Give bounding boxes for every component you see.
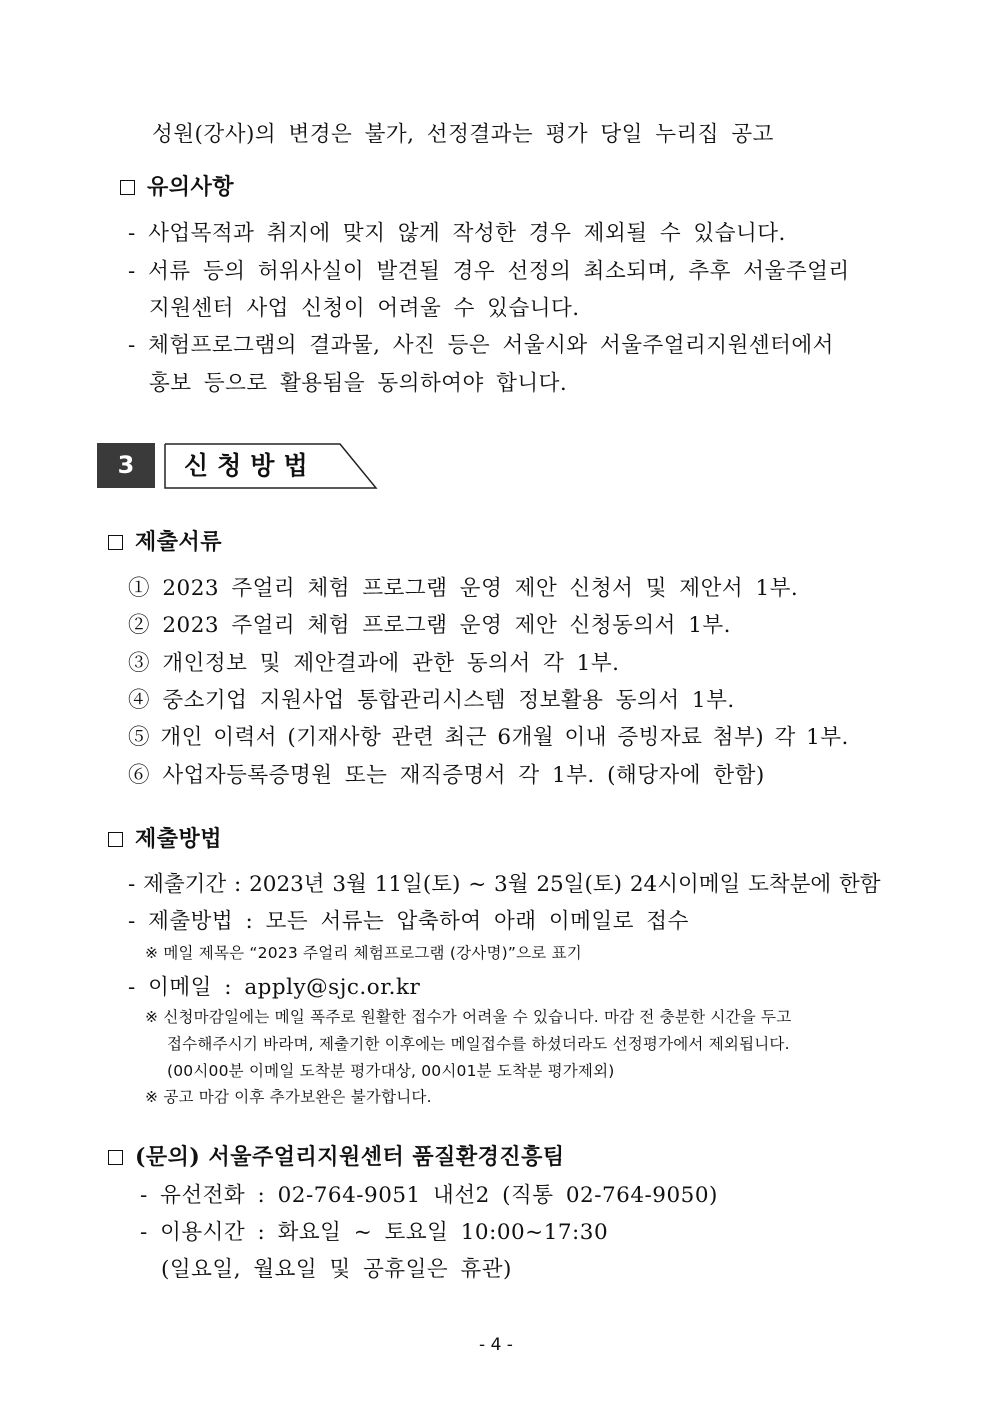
document-item-6: ⑥ 사업자등록증명원 또는 재직증명서 각 1부. (해당자에 한함) (128, 763, 765, 788)
contact-closed: (일요일, 월요일 및 공휴일은 휴관) (161, 1257, 512, 1282)
email-line: - 이메일 : apply@sjc.or.kr (128, 975, 421, 1000)
notice-item-1: - 사업목적과 취지에 맞지 않게 작성한 경우 제외될 수 있습니다. (128, 221, 786, 246)
contact-heading (108, 1140, 565, 1171)
section-title: 신청방법 (184, 451, 317, 480)
notice-item-3: - 체험프로그램의 결과물, 사진 등은 서울시와 서울주얼리지원센터에서 (128, 333, 834, 358)
document-item-5: ⑤ 개인 이력서 (기재사항 관련 최근 6개월 이내 증빙자료 첨부) 각 1부. (128, 725, 849, 750)
submission-period: - 제출기간 : 2023년 3월 11일(토) ~ 3월 25일(토) 24시이메일 도착분에 한함 (128, 872, 881, 897)
deadline-note-2: 접수해주시기 바라며, 제출기한 이후에는 메일접수를 하셨더라도 선정평가에서 제외됩니다. (167, 1035, 790, 1053)
notice-title: 유의사항 (147, 174, 235, 200)
document-item-4: ④ 중소기업 지원사업 통합관리시스템 정보활용 동의서 1부. (128, 688, 735, 713)
notice-item-2: - 서류 등의 허위사실이 발견될 경우 선정의 최소되며, 추후 서울주얼리 (128, 259, 850, 284)
intro-line: 성원(강사)의 변경은 불가, 선정결과는 평가 당일 누리집 공고 (152, 122, 774, 147)
page-number: - 4 - (479, 1335, 513, 1355)
contact-phone: - 유선전화 : 02-764-9051 내선2 (직통 02-764-9050) (140, 1183, 718, 1208)
document-item-3: ③ 개인정보 및 제안결과에 관한 동의서 각 1부. (128, 651, 620, 676)
checkbox-square-icon (108, 535, 123, 550)
documents-title: 제출서류 (135, 529, 223, 555)
checkbox-square-icon (108, 832, 123, 847)
supplement-note: ※ 공고 마감 이후 추가보완은 불가합니다. (145, 1088, 432, 1106)
method-heading (108, 822, 222, 853)
notice-heading (120, 170, 234, 201)
submission-method: - 제출방법 : 모든 서류는 압축하여 아래 이메일로 접수 (128, 909, 689, 934)
contact-title: (문의) 서울주얼리지원센터 품질환경진흥팀 (135, 1144, 565, 1170)
document-item-1: ① 2023 주얼리 체험 프로그램 운영 제안 신청서 및 제안서 1부. (128, 576, 799, 601)
method-title: 제출방법 (135, 826, 223, 852)
notice-item-3-cont: 홍보 등으로 활용됨을 동의하여야 합니다. (149, 371, 568, 396)
section-title-box (164, 443, 378, 489)
mail-subject-note: ※ 메일 제목은 “2023 주얼리 체험프로그램 (강사명)”으로 표기 (145, 944, 582, 962)
document-item-2: ② 2023 주얼리 체험 프로그램 운영 제안 신청동의서 1부. (128, 613, 732, 638)
notice-item-2-cont: 지원센터 사업 신청이 어려울 수 있습니다. (149, 296, 580, 321)
checkbox-square-icon (120, 180, 135, 195)
deadline-note-1: ※ 신청마감일에는 메일 폭주로 원활한 접수가 어려울 수 있습니다. 마감 전 충분한 시간을 두고 (145, 1008, 792, 1026)
documents-heading (108, 525, 222, 556)
contact-hours: - 이용시간 : 화요일 ~ 토요일 10:00~17:30 (140, 1220, 609, 1245)
deadline-note-3: (00시00분 이메일 도착분 평가대상, 00시01분 도착분 평가제외) (167, 1062, 615, 1080)
section-number: 3 (97, 443, 155, 488)
checkbox-square-icon (108, 1150, 123, 1165)
